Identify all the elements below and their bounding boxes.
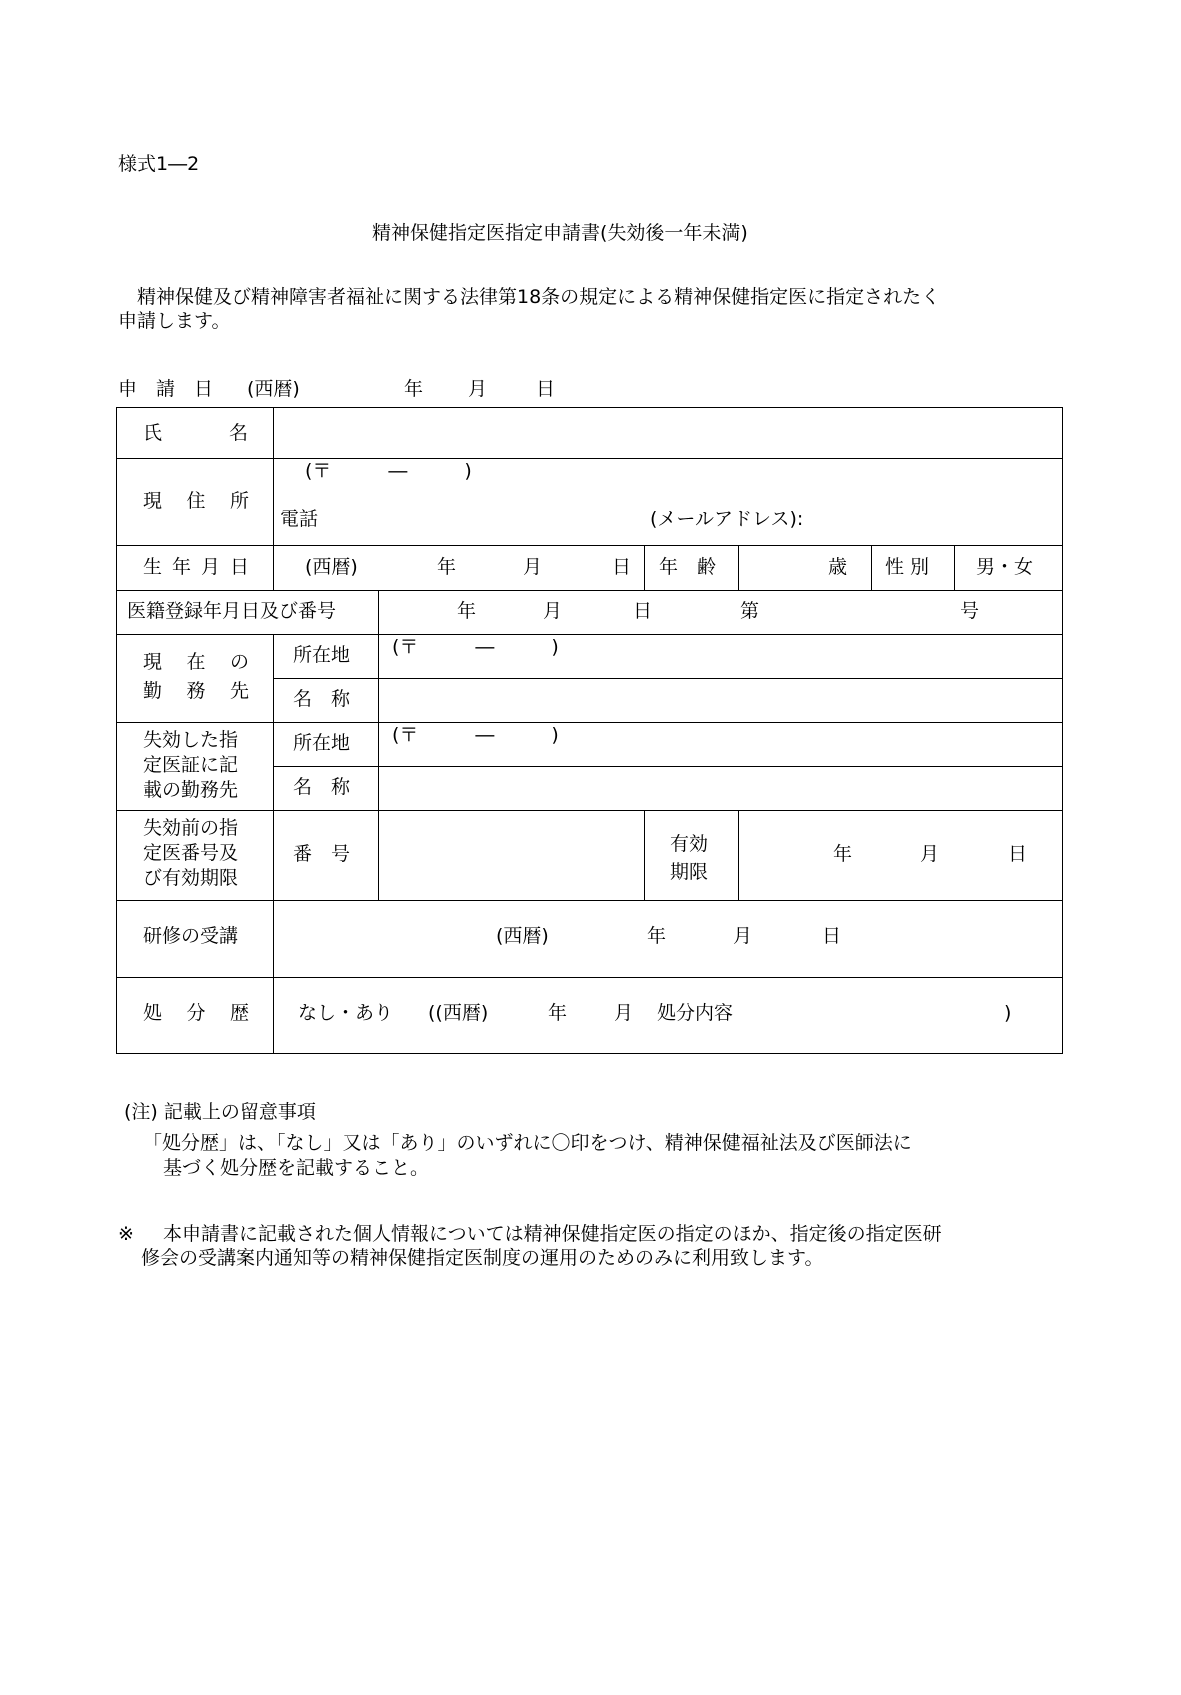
address-label-char: 所 xyxy=(229,490,249,512)
label-char: の xyxy=(229,651,249,673)
application-date-label: 申 請 日 xyxy=(118,378,214,400)
validity-month[interactable]: 月 xyxy=(920,843,940,865)
address-postal-code[interactable]: (〒 ― ) xyxy=(305,460,472,482)
disciplinary-options[interactable]: なし・あり xyxy=(298,1002,394,1024)
disciplinary-month[interactable]: 月 xyxy=(614,1002,634,1024)
label-line: 有効 xyxy=(670,833,709,855)
label-char: 歴 xyxy=(229,1002,249,1024)
birth-label xyxy=(143,558,249,577)
label-line: 期限 xyxy=(670,861,709,883)
age-label: 年 齢 xyxy=(659,556,717,578)
label-char: 現 xyxy=(143,651,163,673)
col-divider xyxy=(738,810,739,900)
row-divider xyxy=(116,810,1063,811)
label-line: 載の勤務先 xyxy=(143,779,239,801)
birth-month[interactable]: 月 xyxy=(523,556,543,578)
expired-workplace-name-field[interactable] xyxy=(385,770,1057,806)
label-char: 処 xyxy=(143,1002,163,1024)
disciplinary-content-label: 処分内容 xyxy=(657,1002,734,1024)
training-era: (西暦) xyxy=(496,925,549,947)
current-workplace-postal[interactable]: (〒 ― ) xyxy=(392,636,559,658)
birth-year[interactable]: 年 xyxy=(437,556,457,578)
expired-workplace-postal[interactable]: (〒 ― ) xyxy=(392,724,559,746)
document-title: 精神保健指定医指定申請書(失効後一年未満) xyxy=(372,222,748,244)
current-workplace-label-1 xyxy=(143,653,249,672)
registry-label: 医籍登録年月日及び番号 xyxy=(127,600,337,622)
expired-workplace-location-label: 所在地 xyxy=(293,732,351,754)
row-divider xyxy=(116,458,1063,459)
validity-label xyxy=(670,830,708,886)
current-workplace-name-label: 名 称 xyxy=(293,688,351,710)
application-date-era: (西暦) xyxy=(247,378,300,400)
disciplinary-era: ((西暦) xyxy=(428,1002,489,1024)
birth-label-char: 年 xyxy=(171,556,191,578)
current-workplace-label-2 xyxy=(143,682,249,701)
row-divider xyxy=(116,590,1063,591)
col-divider xyxy=(273,634,274,1053)
application-date-day[interactable]: 日 xyxy=(536,378,556,400)
address-label-char: 現 xyxy=(143,490,163,512)
form-number: 様式1―2 xyxy=(118,153,200,175)
label-line: び有効期限 xyxy=(143,867,239,889)
label-char: 在 xyxy=(186,651,206,673)
designation-number-label: 番 号 xyxy=(293,843,351,865)
registry-number-prefix[interactable]: 第 xyxy=(740,600,760,622)
label-line: 失効した指 xyxy=(143,729,239,751)
application-date-year[interactable]: 年 xyxy=(404,378,424,400)
row-divider xyxy=(273,766,1063,767)
label-char: 勤 xyxy=(143,680,163,702)
address-label-char: 住 xyxy=(186,490,206,512)
table-border-top xyxy=(116,407,1063,408)
name-field[interactable] xyxy=(280,412,1058,454)
registry-number-suffix: 号 xyxy=(960,600,980,622)
label-char: 務 xyxy=(186,680,206,702)
notes-heading: (注) 記載上の留意事項 xyxy=(124,1101,316,1123)
registry-day[interactable]: 日 xyxy=(633,600,653,622)
row-divider xyxy=(116,900,1063,901)
row-divider xyxy=(116,977,1063,978)
col-divider xyxy=(378,634,379,900)
col-divider xyxy=(644,810,645,900)
sex-label: 性 別 xyxy=(885,556,930,578)
table-border-left xyxy=(116,407,117,1053)
name-label-b: 名 xyxy=(229,422,249,444)
table-border-right xyxy=(1062,407,1063,1053)
expired-workplace-name-label: 名 称 xyxy=(293,776,351,798)
birth-era: (西暦) xyxy=(305,556,358,578)
privacy-line-2: 修会の受講案内通知等の精神保健指定医制度の運用のためのみに利用致します。 xyxy=(141,1247,824,1269)
label-line: 失効前の指 xyxy=(143,817,239,839)
email-label: (メールアドレス): xyxy=(650,508,804,530)
notes-line-2: 基づく処分歴を記載すること。 xyxy=(163,1157,430,1179)
training-day[interactable]: 日 xyxy=(822,925,842,947)
table-border-bottom xyxy=(116,1053,1063,1054)
previous-designation-label xyxy=(143,816,238,891)
address-label xyxy=(143,492,249,511)
training-month[interactable]: 月 xyxy=(733,925,753,947)
col-divider xyxy=(954,545,955,590)
intro-line-2: 申請します。 xyxy=(118,310,231,332)
sex-options[interactable]: 男・女 xyxy=(976,556,1034,578)
row-divider xyxy=(273,678,1063,679)
intro-line-1: 精神保健及び精神障害者福祉に関する法律第18条の規定による精神保健指定医に指定されたく xyxy=(118,286,941,308)
current-workplace-name-field[interactable] xyxy=(385,682,1057,718)
label-char: 分 xyxy=(186,1002,206,1024)
phone-label: 電話 xyxy=(280,508,319,530)
registry-year[interactable]: 年 xyxy=(457,600,477,622)
validity-day[interactable]: 日 xyxy=(1008,843,1028,865)
training-year[interactable]: 年 xyxy=(647,925,667,947)
name-label-a: 氏 xyxy=(143,422,163,444)
label-line: 定医番号及 xyxy=(143,842,239,864)
col-divider xyxy=(871,545,872,590)
notes-line-1: 「処分歴」は、「なし」又は「あり」のいずれに〇印をつけ、精神保健福祉法及び医師法に xyxy=(143,1132,912,1154)
col-divider xyxy=(644,545,645,590)
training-label: 研修の受講 xyxy=(143,925,239,947)
current-workplace-location-label: 所在地 xyxy=(293,644,351,666)
birth-label-char: 日 xyxy=(229,556,249,578)
designation-number-field[interactable] xyxy=(385,815,638,895)
expired-workplace-label xyxy=(143,728,238,803)
col-divider xyxy=(273,407,274,590)
validity-year[interactable]: 年 xyxy=(833,843,853,865)
row-divider xyxy=(116,634,1063,635)
privacy-line-1: 本申請書に記載された個人情報については精神保健指定医の指定のほか、指定後の指定医研 xyxy=(163,1223,942,1245)
age-unit[interactable]: 歳 xyxy=(828,556,848,578)
privacy-mark: ※ xyxy=(118,1223,134,1245)
label-char: 先 xyxy=(229,680,249,702)
birth-label-char: 生 xyxy=(143,556,163,578)
application-date-month[interactable]: 月 xyxy=(468,378,488,400)
disciplinary-label xyxy=(143,1004,249,1023)
disciplinary-year[interactable]: 年 xyxy=(548,1002,568,1024)
row-divider xyxy=(116,545,1063,546)
birth-day[interactable]: 日 xyxy=(612,556,632,578)
birth-label-char: 月 xyxy=(200,556,220,578)
col-divider xyxy=(738,545,739,590)
label-line: 定医証に記 xyxy=(143,754,239,776)
col-divider xyxy=(378,590,379,634)
row-divider xyxy=(116,722,1063,723)
registry-month[interactable]: 月 xyxy=(543,600,563,622)
disciplinary-close-paren: ) xyxy=(1004,1002,1012,1024)
